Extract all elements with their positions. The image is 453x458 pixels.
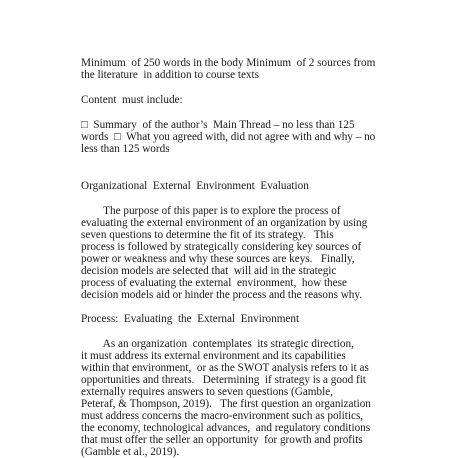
process-line-7: must address concerns the macro-environment such as politics, [81, 410, 364, 422]
process-line-8: the economy, technological advances, and regulatory conditions [81, 422, 371, 434]
process-line-5: externally requires answers to seven questions (Gamble, [81, 386, 333, 398]
intro-line-1: The purpose of this paper is to explore the process of [81, 205, 341, 217]
document-title: Organizational External Environment Evaluation [81, 180, 309, 192]
requirements-line-1: Minimum of 250 words in the body Minimum of 2 sources from [81, 57, 376, 69]
intro-line-6: decision models are selected that will aid in the strategic [81, 265, 337, 277]
content-heading: Content must include: [81, 94, 183, 106]
section-heading: Process: Evaluating the External Environment [81, 313, 300, 325]
intro-line-4: process is followed by strategically considering key sources of [81, 241, 362, 253]
process-line-2: it must address its external environment and its capabilities [81, 350, 346, 362]
process-line-3: within that environment, or as the SWOT analysis refers to it as [81, 362, 369, 374]
process-line-6: Peteraf, & Thompson, 2019). The first question an organization [81, 398, 371, 410]
intro-line-3: seven questions to determine the fit of its strategy. This [81, 229, 334, 241]
content-item-line-3: less than 125 words [81, 143, 170, 155]
intro-line-7: process of evaluating the external environment, how these [81, 277, 347, 289]
process-line-1: As an organization contemplates its strategic direction, [81, 338, 354, 350]
intro-line-8: decision models aid or hinder the process and the reasons why. [81, 289, 363, 301]
process-line-9: that must offer the seller an opportunity for growth and profits [81, 434, 363, 446]
requirements-line-2: the literature in addition to course texts [81, 69, 260, 81]
content-item-line-2: words □ What you agreed with, did not agree with and why – no [81, 131, 376, 143]
intro-line-2: evaluating the external environment of an organization by using [81, 217, 368, 229]
process-line-10: (Gamble et al., 2019). [81, 446, 180, 458]
content-item-line-1: □ Summary of the author’s Main Thread – no less than 125 [81, 119, 355, 131]
intro-line-5: power or weakness and why these sources are keys. Finally, [81, 253, 355, 265]
process-line-4: opportunities and threats. Determining if strategy is a good fit [81, 374, 366, 386]
